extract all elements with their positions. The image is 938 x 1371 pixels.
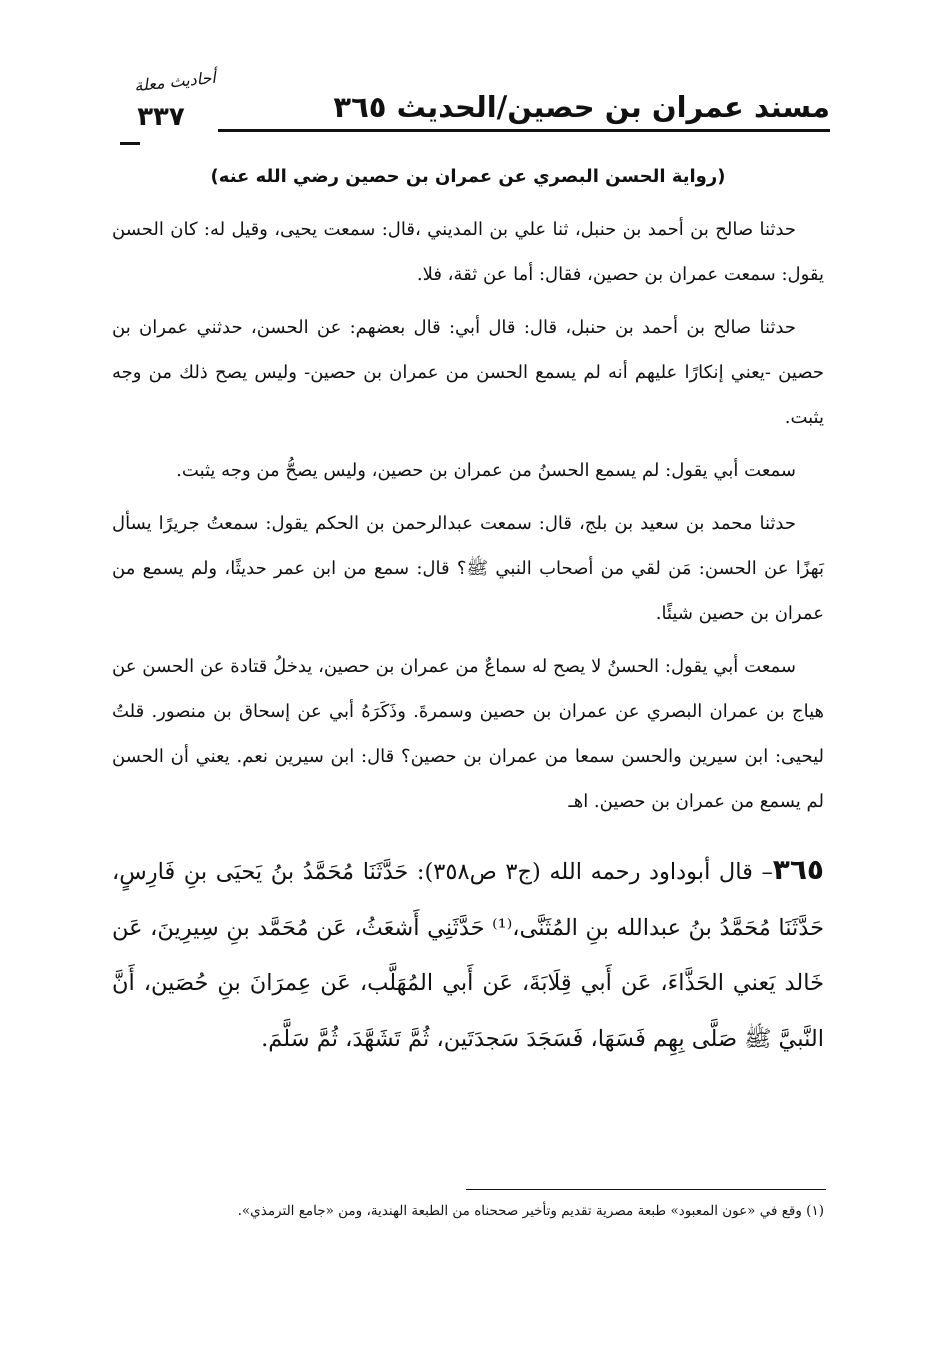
page-number-underline xyxy=(120,142,140,145)
hadith-text: – قال أبوداود رحمه الله (ج٣ ص٣٥٨): حَدَّثَنَا مُحَمَّدُ بنُ يَحيَى بنِ فَارِسٍ، حَدَّثَنَا مُحَمَّدُ بنُ عبدالله بنِ المُثَنَّى،⁽¹⁾ حَدَّثَنِي أَشعَثُ، عَن مُحَمَّد بنِ سِيرِينَ، عَن خَالد يَعني الحَذَّاءَ، عَن أَبي قِلَابَةَ، عَن أَبي المُهَلَّب، عَن عِمرَانَ بنِ حُصَين، أَنَّ النَّبيَّ ﷺ صَلَّى بِهِم فَسَهَا، فَسَجَدَ سَجدَتَين، ثُمَّ تَشَهَّدَ، ثُمَّ سَلَّمَ. xyxy=(112,859,824,1052)
page-title: مسند عمران بن حصين/الحديث ٣٦٥ xyxy=(333,90,830,124)
page-header xyxy=(100,67,830,152)
paragraph: سمعت أبي يقول: الحسنُ لا يصح له سماعٌ من عمران بن حصين، يدخلُ قتادة عن الحسن عن هياج بن عمران البصري عن عمران بن حصين وسمرةَ. وذَكَرَهُ أبي عن إسحاق بن منصور. قلتُ ليحيى: ابن سيرين والحسن سمعا من عمران بن حصين؟ قال: ابن سيرين نعم. يعني أن الحسن لم يسمع من عمران بن حصين. اهـ xyxy=(112,656,824,812)
page-content xyxy=(112,166,824,1067)
hadith-number: ٣٦٥ xyxy=(772,853,825,886)
footnote: (١) وقع في «عون المعبود» طبعة مصرية تقديم وتأخير صححناه من الطبعة الهندية، ومن «جامع الترمذي». xyxy=(237,1203,824,1219)
header-rule xyxy=(218,129,830,132)
paragraph: حدثنا صالح بن أحمد بن حنبل، ثنا علي بن المديني ،قال: سمعت يحيى، وقيل له: كان الحسن يقول: سمعت عمران بن حصين، فقال: أما عن ثقة، فلا. xyxy=(112,219,824,285)
paragraph: حدثنا محمد بن سعيد بن بلج، قال: سمعت عبدالرحمن بن الحكم يقول: سمعتُ جريرًا يسأل بَهزًا عن الحسن: مَن لقي من أصحاب النبي ﷺ؟ قال: سمع من ابن عمر حديثًا، ولم يسمع من عمران بن حصين شيئًا. xyxy=(112,513,824,624)
section-heading: (رواية الحسن البصري عن عمران بن حصين رضي الله عنه) xyxy=(210,166,726,187)
hadith-block xyxy=(112,842,824,1067)
paragraph: حدثنا صالح بن أحمد بن حنبل، قال: قال أبي: قال بعضهم: عن الحسن، حدثني عمران بن حصين -يعني إنكارًا عليهم أنه لم يسمع الحسن من عمران بن حصين- وليس يصح ذلك من وجه يثبت. xyxy=(112,317,824,428)
paragraph: سمعت أبي يقول: لم يسمع الحسنُ من عمران بن حصين، وليس يصحُّ من وجه يثبت. xyxy=(176,460,796,481)
page-number: ٣٣٧ xyxy=(137,102,185,132)
footnote-divider xyxy=(466,1189,826,1190)
handwritten-note: أحاديث معلة xyxy=(133,67,217,96)
